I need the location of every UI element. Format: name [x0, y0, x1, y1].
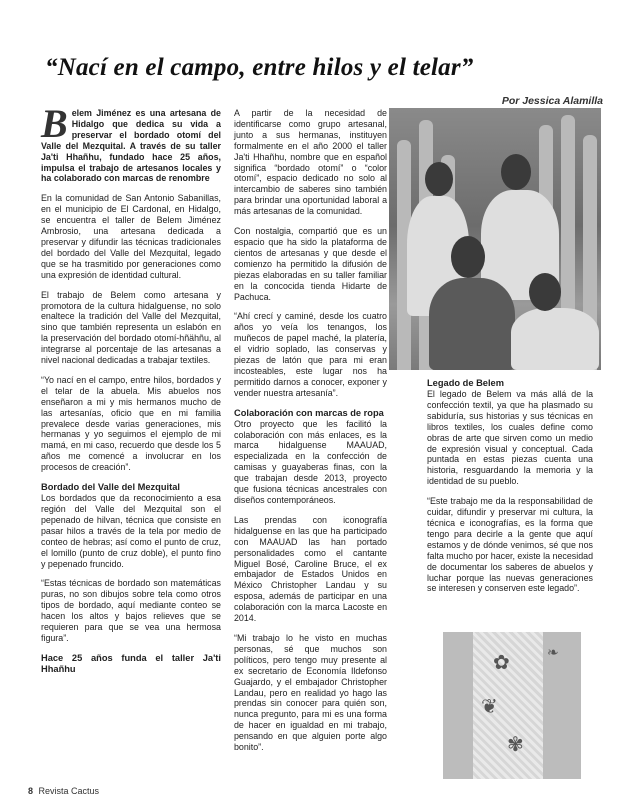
bird-motif-icon: ❦	[481, 696, 498, 718]
byline: Por Jessica Alamilla	[501, 95, 603, 107]
paragraph: Los bordados que da reconocimiento a esa región del Valle del Mezquital son el pepenado de hilvan, técnica que consiste en pasar hilos a través de la tela por medio de conteo de hebras; así como el punto de cruz, el lomillo (punto de cruz doble), el punto fino y pepenado fruncido.	[41, 493, 221, 569]
paragraph: El trabajo de Belem como artesana y promotora de la cultura hidalguense, no solo enaltece la tradición del Valle del Mezquital, sino que también representa un eslabón en la preservación del bordado otomí-hñähñu, al integrarse al porcentaje de las artesanas a nivel nacional dedicadas a trabajar textiles.	[41, 289, 221, 366]
page-number: 8	[28, 786, 34, 796]
section-heading: Legado de Belem	[427, 378, 504, 388]
column-1	[41, 101, 221, 675]
paragraph: Las prendas con iconografía hidalguense en las que ha participado con MAAUAD las han portado personalidades como el cantante Miguel Bosé, Caroline Bruce, el ex embajador de Estados Unidos en México Christopher Landau y su esposa, además de participar en una colaboración con la marca Lacoste en 2014.	[234, 514, 387, 624]
intro-paragraph: Belem Jiménez es una artesana de Hidalgo que dedica su vida a preservar el bordado otomí del Valle del Mezquital. A través de su taller Ja'ti Hhañhu, fundado hace 25 años, impulsa el trabajo de artesanos locales y ha colaborado con marcas de renombre	[41, 101, 221, 184]
section-heading: Colaboración con marcas de ropa	[234, 407, 384, 418]
quote-paragraph: “Estas técnicas de bordado son matemáticas puras, no son dibujos sobre tela como otros tipos de bordado, aquí mediante conteo se hacen los altos y bajos relieves que se requieren para que se vea una hermosa figura”.	[41, 578, 221, 643]
article-title: “Nací en el campo, entre hilos y el telar”	[45, 54, 474, 81]
drop-cap: B	[41, 101, 68, 146]
quote-paragraph: “Yo nací en el campo, entre hilos, bordados y el telar de la abuela. Mis abuelos nos enseñaron a mi y mis hermanos mucho de las artesanías, oficio que en mi familia prevalece desde varias generaciones, mis hermanas y yo seguimos el ejemplo de mi mamá, en mi caso, recuerdo que desde los 5 años me comencé a involucrar en los procesos de creación”.	[41, 374, 221, 473]
column-2	[234, 108, 387, 762]
flower-motif-icon: ✿	[493, 652, 510, 674]
quote-paragraph: “Mi trabajo lo he visto en muchas personas, sé que muchos son políticos, pero tengo muy presente al ex secretario de Economía Ildefonso Guajardo, y el embajador Christopher Landau, pero en realidad yo hago las prendas sin conocer para quién son, nunca pregunto, para mi es una forma de hacer en igualdad en mi trabajo, pensando en que alguien porte algo bonito”.	[234, 632, 387, 753]
page-footer	[28, 786, 99, 796]
embroidery-photo	[443, 632, 581, 779]
magazine-name: Revista Cactus	[38, 786, 100, 796]
artisans-photo	[389, 108, 601, 370]
bird-motif-icon: ❧	[547, 644, 559, 660]
section-heading: Bordado del Valle del Mezquital	[41, 482, 180, 493]
paragraph: A partir de la necesidad de identificarse como grupo artesanal, junto a sus hermanas, instituyen formalmente en el año 2000 el taller Ja'ti Hhañhu, nombre que en español significa “bordado otomí” o “color otomí”, espacio dedicado no solo al intercambio de saberes sino también para brindar una oportunidad laboral a más artesanas de la comunidad.	[234, 108, 387, 217]
paragraph: Con nostalgia, compartió que es un espacio que ha sido la plataforma de cientos de artesanas y que desde el comienzo ha permitido la difusión de piezas elaboradas en su taller familiar en la concocida tienda Hidarte de Pachuca.	[234, 226, 387, 302]
paragraph: Otro proyecto que les facilitó la colaboración con más enlaces, es la marca hidalguense MAAUAD, especializada en la confección de camisas y guayaberas finas, con la que trabajan desde 2013, proyecto que fusiona técnicas ancestrales con diseños contemporáneos.	[234, 418, 387, 505]
section-heading: Hace 25 años funda el taller Ja'ti Hhañhu	[41, 652, 221, 674]
paragraph: El legado de Belem va más allá de la confección textil, ya que ha plasmado su sabiduría, sus historias y sus técnicas en libros textiles, los cuales define como obras de arte que sirven como un medio de expresión visual y conceptual. Cada puntada en estas piezas cuenta una historia, resguardando la memoria y la identidad de su pueblo.	[427, 389, 593, 487]
quote-paragraph: “Ahí crecí y caminé, desde los cuatro años yo veía los tenangos, los muñecos de papel maché, la platería, el vidrio soplado, las conservas y piezas de latón que para mi eran incosteables, este lugar nos ha permitido darnos a conocer, exponer y vender nuestra artesanía”.	[234, 311, 387, 398]
flower-motif-icon: ✾	[507, 734, 524, 756]
paragraph: En la comunidad de San Antonio Sabanillas, en el municipio de El Cardonal, en Hidalgo, se encuentra el taller de Belem Jiménez Ambrosio, una artesana dedicada a preservar y difundir las técnicas tradicionales del bordado del Valle del Mezquital, legado que se ha trasmitido por generaciones como una expresión de identidad cultural.	[41, 193, 221, 280]
column-3	[427, 378, 593, 603]
quote-paragraph: “Este trabajo me da la responsabilidad de cuidar, difundir y preservar mi cultura, la técnica e iconografías, es la forma que tengo para decirle a la gente que aquí estamos y de dónde venimos, sé que nos falta mucho por hacer, existe la necesidad de documentar los saberes de abuelos y luchar porque las nuevas generaciones se interesen y conserven este legado”.	[427, 496, 593, 594]
